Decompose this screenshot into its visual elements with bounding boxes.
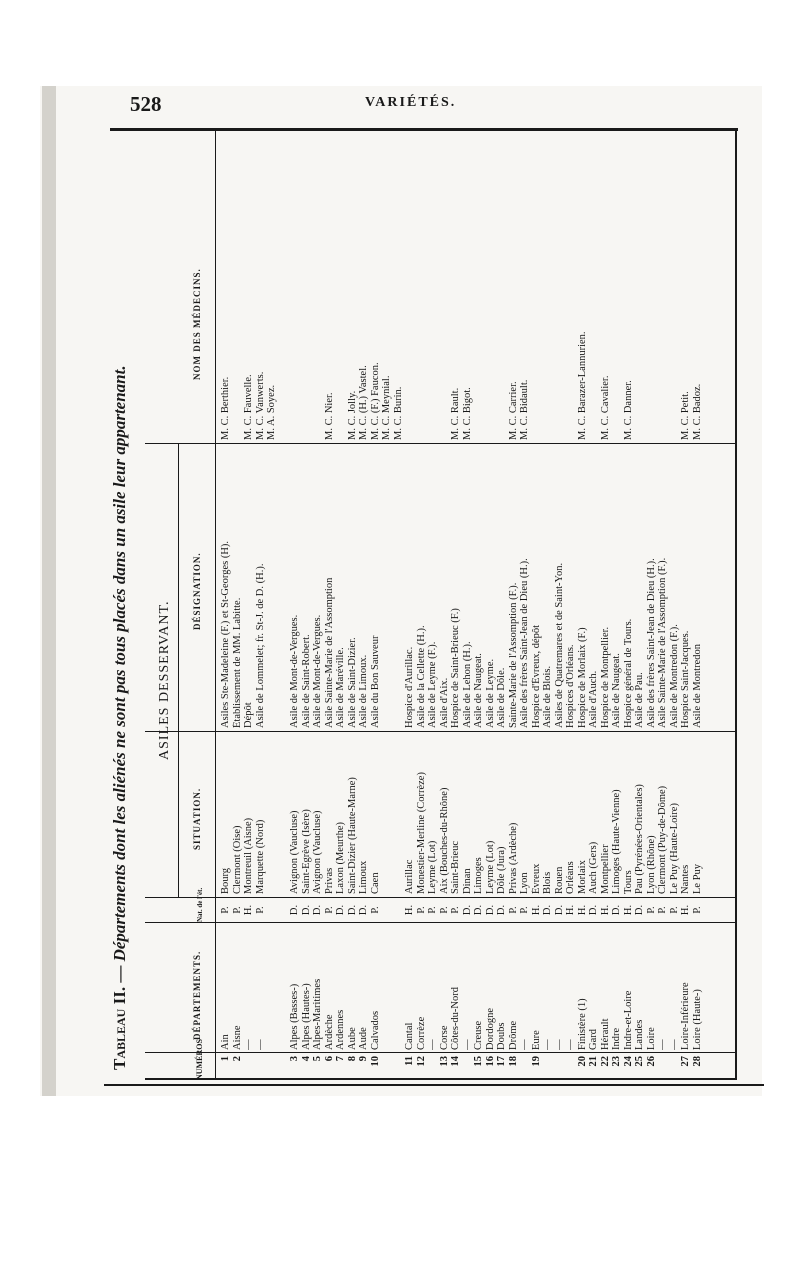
row-nature: P.: [668, 906, 680, 914]
row-designation: Asile de Montredon: [691, 644, 703, 728]
row-situation: Monestier-Merline (Corrèze): [415, 772, 427, 894]
row-designation: Asile Sainte-Marie de l'Assomption (F.).: [657, 557, 668, 728]
row-situation: Morlaix: [576, 860, 588, 894]
row-situation: Avignon (Vaucluse): [289, 810, 300, 894]
row-nature: P.: [415, 906, 427, 914]
row-medecin: M. C. Nier.: [323, 392, 335, 440]
row-departement: Cantal: [404, 1022, 415, 1050]
row-situation: Marquette (Nord): [254, 819, 266, 894]
row-situation: Lyon (Rhône): [645, 835, 657, 894]
row-situation: Dinan: [461, 868, 473, 894]
table-row: [266, 130, 278, 1080]
row-medecin: M. C. Badoz.: [691, 383, 703, 440]
row-number: 24: [622, 1056, 634, 1067]
table-row: [370, 130, 382, 1080]
row-situation: Nantes: [680, 864, 691, 894]
table-row: [301, 130, 313, 1080]
row-designation: Hospice d'Évreux, dépôt: [530, 624, 542, 728]
row-nature: P.: [369, 906, 381, 914]
row-nature: H.: [599, 904, 611, 916]
row-situation: Orléans: [565, 861, 576, 894]
table-row: [496, 130, 508, 1080]
row-departement: Dordogne: [484, 1008, 496, 1050]
row-departement: Gard: [588, 1029, 599, 1050]
table-row: [439, 130, 451, 1080]
row-situation: Laxon (Meurthe): [335, 821, 346, 894]
row-medecin: M. C. Bidault.: [519, 379, 530, 440]
table-row: [519, 130, 531, 1080]
row-designation: Asile de Leyme (F.).: [427, 641, 438, 728]
row-number: 25: [634, 1056, 645, 1067]
row-departement: —: [427, 1039, 438, 1050]
table-row: [669, 130, 681, 1080]
row-nature: H.: [243, 904, 254, 916]
row-number: 21: [588, 1056, 599, 1067]
row-number: 1: [220, 1056, 231, 1062]
row-number: 14: [450, 1056, 461, 1067]
table-row: [554, 130, 566, 1080]
row-nature: D.: [553, 904, 565, 916]
row-number: 22: [599, 1056, 611, 1067]
row-designation: Asile de Limoux.: [358, 654, 369, 728]
table-row: [611, 130, 623, 1080]
row-departement: Drôme: [507, 1020, 519, 1050]
row-departement: Loire: [645, 1027, 657, 1050]
row-number: 27: [680, 1056, 691, 1067]
row-situation: Limoges: [473, 857, 484, 894]
row-designation: Asile de Leyme.: [484, 658, 496, 728]
table-row: [646, 130, 658, 1080]
row-nature: D.: [496, 904, 507, 916]
row-nature: P.: [231, 906, 243, 914]
row-medecin: M. A. Soyez.: [266, 384, 277, 440]
table-caption: [100, 140, 140, 1070]
row-number: 12: [415, 1056, 427, 1067]
row-departement: Creuse: [473, 1020, 484, 1050]
row-departement: —: [254, 1039, 266, 1050]
table-row: [324, 130, 336, 1080]
row-designation: Asile Sainte-Marie de l'Assomption: [323, 577, 335, 728]
row-departement: Loire (Haute-): [691, 989, 703, 1050]
row-situation: Avignon (Vaucluse): [312, 810, 323, 894]
row-designation: Asile de Naugeat.: [473, 653, 484, 728]
table-row: [450, 130, 462, 1080]
row-designation: Asile du Bon Sauveur: [369, 635, 381, 728]
row-nature: P.: [450, 906, 461, 914]
row-nature: P.: [691, 906, 703, 914]
row-departement: Eure: [530, 1030, 542, 1050]
row-nature: P.: [220, 906, 231, 914]
row-departement: —: [553, 1039, 565, 1050]
row-departement: —: [565, 1039, 576, 1050]
row-departement: —: [668, 1039, 680, 1050]
row-nature: H.: [680, 904, 691, 916]
row-number: 17: [496, 1056, 507, 1067]
row-departement: Ardennes: [335, 1009, 346, 1050]
table-row: [278, 130, 290, 1080]
row-medecin: M. C. Berthier.: [220, 376, 231, 440]
row-situation: Leyme (Lot): [427, 840, 438, 894]
row-designation: Asile de Dôle.: [496, 667, 507, 728]
table-row: [588, 130, 600, 1080]
row-designation: Hospice de Saint-Brieuc (F.): [450, 608, 461, 728]
table-row: [289, 130, 301, 1080]
table-body: [220, 130, 703, 1080]
row-departement: Alpes-Maritimes: [312, 978, 323, 1050]
row-designation: Asile de Lehon (H.).: [461, 641, 473, 728]
row-departement: Corrèze: [415, 1016, 427, 1050]
row-designation: Asile de Lommelet; fr. St-J. de D. (H.).: [254, 563, 266, 728]
rotated-table: [100, 130, 740, 1080]
row-situation: Privas (Ardèche): [507, 822, 519, 894]
row-departement: Aude: [358, 1027, 369, 1050]
row-situation: Rouen: [553, 866, 565, 894]
table-row: [692, 130, 704, 1080]
table-row: [623, 130, 635, 1080]
row-situation: Blois: [542, 871, 553, 894]
row-medecin: M. C. (F.) Faucon.: [369, 362, 381, 440]
row-designation: Asile d'Auch.: [588, 670, 599, 728]
row-departement: Doubs: [496, 1022, 507, 1050]
row-nature: P.: [519, 906, 530, 914]
row-number: 8: [346, 1056, 358, 1062]
scan-binding-shadow: [42, 86, 56, 1096]
row-situation: Saint-Egrève (Isère): [300, 809, 312, 894]
row-situation: Leyme (Lot): [484, 840, 496, 894]
table-row: [393, 130, 405, 1080]
row-medecin: M. C. Fauvelle.: [243, 374, 254, 440]
table-row: [335, 130, 347, 1080]
row-number: 7: [335, 1056, 346, 1062]
row-nature: H.: [565, 904, 576, 916]
table-row: [508, 130, 520, 1080]
row-situation: Évreux: [530, 863, 542, 894]
row-nature: P.: [323, 906, 335, 914]
row-number: 4: [300, 1056, 312, 1062]
table-row: [542, 130, 554, 1080]
row-number: 3: [289, 1056, 300, 1062]
row-nature: D.: [312, 904, 323, 916]
row-departement: Ain: [220, 1034, 231, 1050]
row-situation: Le Puy: [691, 863, 703, 894]
row-departement: Aube: [346, 1027, 358, 1050]
row-medecin: M. C. Rault.: [450, 387, 461, 440]
row-nature: P.: [438, 906, 450, 914]
row-departement: Indre-et-Loire: [622, 990, 634, 1050]
row-situation: Lyon: [519, 872, 530, 894]
row-situation: Montpellier: [599, 844, 611, 894]
row-departement: —: [542, 1039, 553, 1050]
row-situation: Aix (Bouches-du-Rhône): [438, 787, 450, 894]
row-designation: Asile des frères Saint-Jean de Dieu (H.).: [519, 558, 530, 728]
row-designation: Asile de Montredon (F.).: [668, 624, 680, 728]
row-nature: D.: [542, 904, 553, 916]
row-designation: Asile de Mont-de-Vergues.: [312, 614, 323, 728]
row-nature: D.: [358, 904, 369, 916]
row-nature: H.: [576, 904, 588, 916]
row-designation: Asile de Saint-Dizier.: [346, 637, 358, 728]
row-number: 26: [645, 1056, 657, 1067]
row-nature: P.: [427, 906, 438, 914]
row-number: 19: [530, 1056, 542, 1067]
row-designation: Asile de Blois.: [542, 665, 553, 728]
row-situation: Auch (Gers): [588, 841, 599, 894]
row-nature: H.: [530, 904, 542, 916]
row-departement: —: [461, 1039, 473, 1050]
page-number: 528: [130, 92, 162, 116]
row-medecin: M. C. Meynial.: [381, 375, 392, 440]
row-designation: Asile de Maréville.: [335, 647, 346, 728]
row-departement: Ardèche: [323, 1014, 335, 1050]
row-designation: Asile de Saint-Robert.: [300, 634, 312, 728]
table-row: [565, 130, 577, 1080]
row-medecin: M. C. Burin.: [392, 386, 404, 440]
row-situation: Tours: [622, 870, 634, 894]
header-numeros: NUMÉROS: [195, 1039, 204, 1080]
row-departement: Hérault: [599, 1018, 611, 1050]
row-nature: D.: [473, 904, 484, 916]
row-departement: Finistère (1): [576, 998, 588, 1050]
row-departement: Loire-Inférieure: [680, 982, 691, 1050]
row-number: 10: [369, 1056, 381, 1067]
row-situation: Limoux: [358, 860, 369, 894]
row-number: 2: [231, 1056, 243, 1062]
row-designation: Hospice d'Aurillac.: [404, 646, 415, 728]
table-row: [634, 130, 646, 1080]
row-nature: D.: [461, 904, 473, 916]
row-designation: Asiles de Quatremares et de Saint-Yon.: [553, 562, 565, 728]
row-situation: Caen: [369, 872, 381, 894]
table-row: [232, 130, 244, 1080]
row-number: 18: [507, 1056, 519, 1067]
table-row: [243, 130, 255, 1080]
row-medecin: M. C. (H.) Vastel.: [358, 365, 369, 440]
row-departement: Calvados: [369, 1010, 381, 1050]
table-row: [404, 130, 416, 1080]
row-nature: D.: [289, 904, 300, 916]
row-departement: —: [519, 1039, 530, 1050]
table-row: [220, 130, 232, 1080]
row-situation: Dôle (Jura): [496, 846, 507, 894]
table-row: [680, 130, 692, 1080]
header-designation: DÉSIGNATION.: [192, 552, 202, 630]
row-departement: Aisne: [231, 1025, 243, 1050]
row-designation: Établissement de MM. Labitte.: [231, 597, 243, 728]
row-number: 20: [576, 1056, 588, 1067]
row-designation: Asile de Naugeat.: [611, 653, 622, 728]
row-number: 9: [358, 1056, 369, 1062]
row-nature: D.: [335, 904, 346, 916]
table-row: [600, 130, 612, 1080]
table-row: [473, 130, 485, 1080]
row-designation: Asiles Ste-Madeleine (F.) et St-Georges (H).: [220, 540, 231, 728]
row-departement: Alpes (Hautes-): [300, 983, 312, 1050]
row-number: 15: [473, 1056, 484, 1067]
row-situation: Saint-Brieuc: [450, 840, 461, 894]
table-row: [312, 130, 324, 1080]
table-row: [485, 130, 497, 1080]
row-medecin: M. C. Vanwerts.: [254, 371, 266, 440]
row-medecin: M. C. Cavalier.: [599, 375, 611, 440]
row-situation: Montreuil (Aisne): [243, 817, 254, 894]
row-situation: Privas: [323, 867, 335, 894]
row-situation: Aurillac: [404, 859, 415, 894]
table-row: [427, 130, 439, 1080]
row-departement: Indre: [611, 1027, 622, 1050]
header-nature: Nat. de l'ét.: [196, 887, 204, 922]
row-designation: Hospices d'Orléans.: [565, 644, 576, 728]
row-nature: D.: [484, 904, 496, 916]
row-designation: Hospice de Morlaix (F.): [576, 627, 588, 728]
row-departement: Côtes-du-Nord: [450, 987, 461, 1050]
table-row: [347, 130, 359, 1080]
row-medecin: M. C. Bigot.: [461, 387, 473, 440]
row-designation: Hospice Saint-Jacques.: [680, 630, 691, 728]
table-row: [358, 130, 370, 1080]
row-departement: Landes: [634, 1019, 645, 1050]
row-situation: Bourg: [220, 867, 231, 894]
group-header-divider: [178, 444, 179, 898]
row-situation: Le Puy (Haute-Loire): [668, 803, 680, 894]
row-designation: Asile de Mont-de-Vergues.: [289, 614, 300, 728]
row-number: 28: [691, 1056, 703, 1067]
row-departement: Alpes (Basses-): [289, 983, 300, 1050]
row-number: 5: [312, 1056, 323, 1062]
table-row: [462, 130, 474, 1080]
row-medecin: M. C. Jolly.: [346, 390, 358, 440]
header-situation: SITUATION.: [192, 787, 202, 850]
table-row: [657, 130, 669, 1080]
row-situation: Pau (Pyrénées-Orientales): [634, 784, 645, 894]
row-nature: H.: [622, 904, 634, 916]
row-nature: P.: [645, 906, 657, 914]
row-situation: Limoges (Haute-Vienne): [611, 789, 622, 894]
row-situation: Saint-Dizier (Haute-Marne): [346, 777, 358, 894]
running-head: VARIÉTÉS.: [365, 95, 457, 110]
row-situation: Clermont (Puy-de-Dôme): [657, 785, 668, 894]
row-designation: Hospice de Montpellier.: [599, 626, 611, 728]
row-nature: D.: [346, 904, 358, 916]
row-medecin: M. C. Barazer-Lannurien.: [576, 331, 588, 440]
row-number: 6: [323, 1056, 335, 1062]
row-nature: D.: [634, 904, 645, 916]
table-caption-lead: Tableau II. —: [110, 965, 129, 1070]
row-nature: P.: [507, 906, 519, 914]
page-header: [130, 90, 730, 120]
row-medecin: M. C. Carrier.: [507, 381, 519, 440]
row-designation: Hospice général de Tours.: [622, 618, 634, 728]
table-row: [531, 130, 543, 1080]
row-situation: Clermont (Oise): [231, 825, 243, 894]
row-departement: —: [657, 1039, 668, 1050]
row-designation: Dépôt: [243, 702, 254, 728]
row-number: 11: [404, 1056, 415, 1066]
row-designation: Sainte-Marie de l'Assomption (F.).: [507, 582, 519, 728]
row-designation: Asile de la Cellette (H.).: [415, 625, 427, 728]
row-nature: P.: [254, 906, 266, 914]
row-number: 23: [611, 1056, 622, 1067]
footer-rule: [104, 1084, 764, 1086]
row-nature: D.: [611, 904, 622, 916]
row-number: 13: [438, 1056, 450, 1067]
row-designation: Asile des frères Saint-Jean de Dieu (H.).: [645, 558, 657, 728]
row-nature: D.: [300, 904, 312, 916]
row-departement: Corse: [438, 1025, 450, 1050]
row-departement: —: [243, 1039, 254, 1050]
table-caption-text: Départements dont les aliénés ne sont pas tous placés dans un asile leur appartenant.: [110, 365, 129, 962]
row-nature: P.: [657, 906, 668, 914]
header-medecins: NOM DES MÉDECINS.: [192, 268, 202, 380]
row-designation: Asile d'Aix.: [438, 677, 450, 728]
table-row: [416, 130, 428, 1080]
table-row: [577, 130, 589, 1080]
row-medecin: M. C. Danner.: [622, 380, 634, 440]
row-number: 16: [484, 1056, 496, 1067]
header-asiles-desservant: ASILES DESSERVANT.: [157, 600, 172, 760]
header-departements: DÉPARTEMENTS.: [192, 950, 202, 1040]
table-row: [381, 130, 393, 1080]
table-row: [255, 130, 267, 1080]
header-divider: [215, 130, 216, 1080]
row-medecin: M. C. Petit.: [680, 391, 691, 440]
row-nature: H.: [404, 904, 415, 916]
row-nature: D.: [588, 904, 599, 916]
row-designation: Asile de Pau.: [634, 672, 645, 728]
